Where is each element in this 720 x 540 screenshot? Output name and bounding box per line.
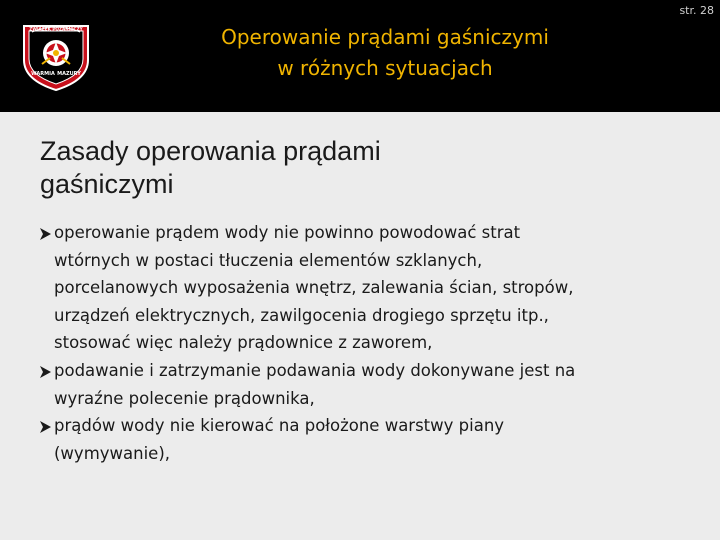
page-number: str. 28 xyxy=(679,4,714,17)
bullet-list xyxy=(38,219,688,467)
header-bar xyxy=(0,0,720,112)
bullet-item-1 xyxy=(38,219,688,357)
bullet-line: stosować więc należy prądownice z zaworem, xyxy=(54,333,433,353)
bullet-line: porcelanowych wyposażenia wnętrz, zalewania ścian, stropów, xyxy=(54,278,574,298)
logo-text-top: ZWIĄZEK POŻARNICZY xyxy=(29,26,83,32)
bullet-line: prądów wody nie kierować na położone warstwy piany xyxy=(54,416,505,436)
bullet-line: urządzeń elektrycznych, zawilgocenia drogiego sprzętu itp., xyxy=(54,305,549,325)
arrow-bullet-icon xyxy=(38,420,52,434)
slide-title-line-1: Operowanie prądami gaśniczymi xyxy=(221,25,549,49)
bullet-line: operowanie prądem wody nie powinno powodować strat xyxy=(54,223,521,242)
bullet-line: wyraźne polecenie prądownika, xyxy=(54,388,315,408)
bullet-line: (wymywanie), xyxy=(54,443,171,463)
bullet-item-2 xyxy=(38,357,688,412)
section-heading-line-1: Zasady operowania prądami xyxy=(40,136,381,166)
slide-title xyxy=(180,22,590,84)
section-heading xyxy=(40,135,381,201)
bullet-line: podawanie i zatrzymanie podawania wody dokonywane jest na xyxy=(54,360,576,380)
slide-content xyxy=(0,112,720,540)
fire-brigade-emblem-icon xyxy=(18,20,94,92)
logo-text-left: WARMIA xyxy=(31,71,55,77)
section-heading-line-2: gaśniczymi xyxy=(40,169,174,199)
bullet-item-3 xyxy=(38,412,688,467)
arrow-bullet-icon xyxy=(38,227,52,241)
slide-title-line-2: w różnych sytuacjach xyxy=(277,56,493,80)
bullet-line: wtórnych w postaci tłuczenia elementów szklanych, xyxy=(54,250,483,270)
logo-text-right: MAZURY xyxy=(57,71,81,77)
arrow-bullet-icon xyxy=(38,365,52,379)
